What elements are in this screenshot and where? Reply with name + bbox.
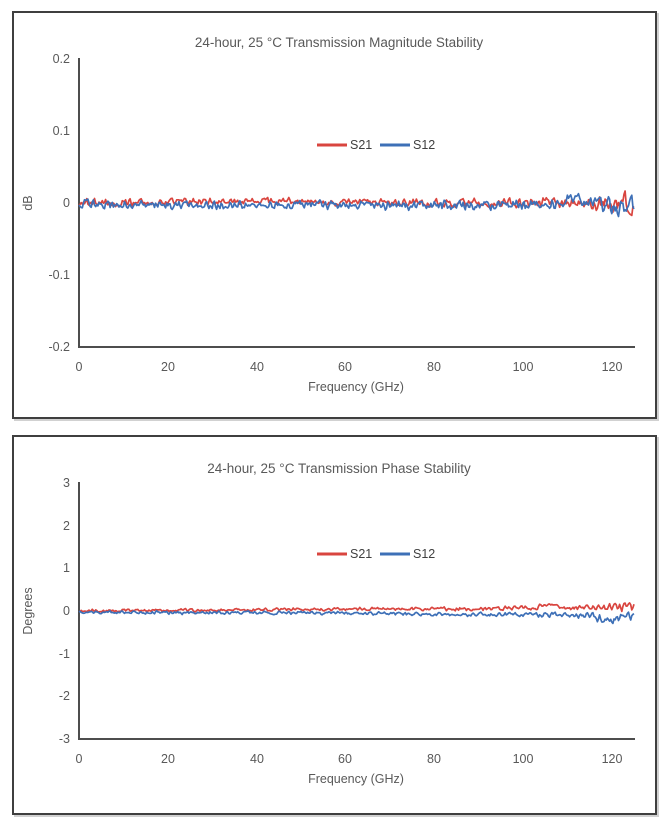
x-tick: 0 <box>75 752 83 766</box>
y-tick: 0.1 <box>52 124 70 138</box>
y-axis-tick-labels <box>59 476 70 746</box>
x-tick: 60 <box>338 752 352 766</box>
s21-trace <box>79 603 634 612</box>
s21-legend-label: S21 <box>350 547 373 561</box>
x-tick: 120 <box>601 360 623 374</box>
x-tick: 40 <box>250 752 264 766</box>
chart-title: 24-hour, 25 °C Transmission Phase Stability <box>207 461 471 476</box>
y-tick: -3 <box>58 732 70 746</box>
x-tick: 80 <box>427 360 441 374</box>
phase-chart-frame <box>12 435 657 815</box>
chart-title: 24-hour, 25 °C Transmission Magnitude Stability <box>194 35 484 50</box>
x-tick: 100 <box>512 752 534 766</box>
y-tick: 0 <box>63 604 70 618</box>
x-tick: 60 <box>338 360 352 374</box>
s12-legend-label: S12 <box>413 547 436 561</box>
y-axis-tick-labels <box>48 52 70 354</box>
x-axis-tick-labels <box>76 752 623 766</box>
y-tick: 0 <box>63 196 70 210</box>
y-tick: 3 <box>63 476 70 490</box>
x-axis-tick-labels <box>76 360 623 374</box>
y-tick: -0.2 <box>48 340 70 354</box>
x-tick: 0 <box>75 360 83 374</box>
s12-legend-label: S12 <box>413 138 436 152</box>
x-axis-title: Frequency (GHz) <box>308 772 404 786</box>
x-tick: 100 <box>512 360 534 374</box>
y-tick: -0.1 <box>48 268 70 282</box>
magnitude-chart-frame <box>12 11 657 419</box>
y-tick: -1 <box>58 647 70 661</box>
x-tick: 80 <box>427 752 441 766</box>
s12-trace <box>79 194 634 217</box>
x-axis-title: Frequency (GHz) <box>308 380 404 394</box>
s21-legend-label: S21 <box>350 138 373 152</box>
y-tick: 1 <box>63 561 70 575</box>
y-tick: 2 <box>63 519 70 533</box>
s12-trace <box>79 611 634 624</box>
legend <box>317 547 435 561</box>
y-axis-title: dB <box>21 195 35 211</box>
legend <box>317 138 435 152</box>
x-tick: 120 <box>601 752 623 766</box>
x-tick: 20 <box>161 360 175 374</box>
y-tick: -2 <box>58 689 70 703</box>
x-tick: 20 <box>161 752 175 766</box>
magnitude-chart-canvas <box>14 13 655 417</box>
y-axis-title: Degrees <box>21 587 35 635</box>
phase-chart-canvas <box>14 437 655 813</box>
x-tick: 40 <box>250 360 264 374</box>
y-tick: 0.2 <box>52 52 70 66</box>
